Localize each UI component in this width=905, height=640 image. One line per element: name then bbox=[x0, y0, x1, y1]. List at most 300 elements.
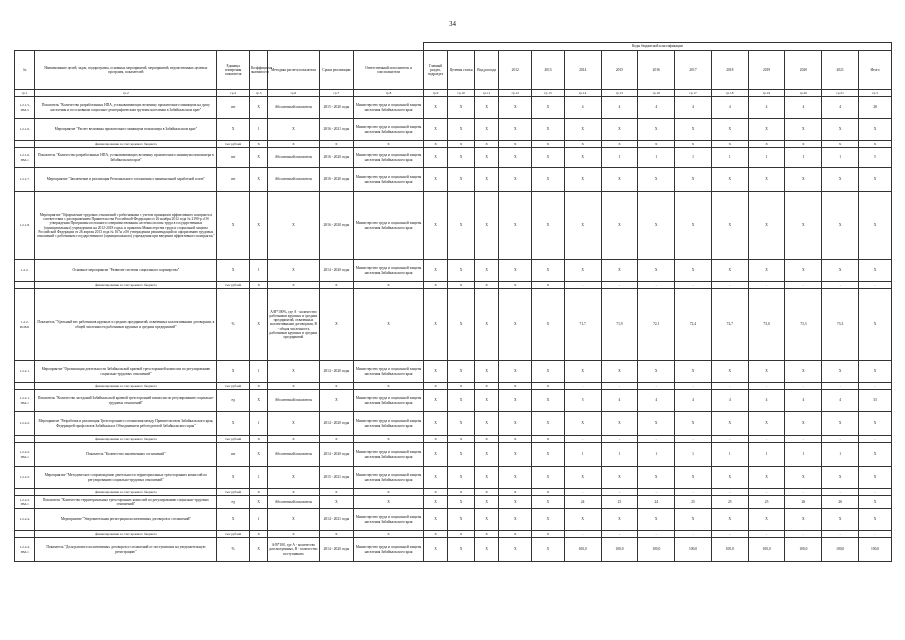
table-cell: Абсолютный показатель bbox=[268, 496, 319, 509]
table-cell: Абсолютный показатель bbox=[268, 97, 319, 119]
table-cell: Х bbox=[474, 383, 499, 390]
table-cell: Х bbox=[499, 538, 532, 562]
table-cell: Х bbox=[354, 496, 424, 509]
table-cell: Х bbox=[448, 148, 475, 168]
table-cell: Х bbox=[268, 141, 319, 148]
row-title: Мероприятие "Уведомительная регистрация коллективных договоров и соглашений" bbox=[35, 509, 217, 531]
table-cell: - bbox=[675, 489, 712, 496]
table-cell: 1 bbox=[564, 443, 601, 467]
table-cell: Х bbox=[564, 412, 601, 436]
table-cell: Х bbox=[675, 260, 712, 282]
table-cell: 25 bbox=[748, 496, 785, 509]
table-cell: Х bbox=[564, 168, 601, 192]
table-cell: Х bbox=[423, 467, 448, 489]
table-cell: Х bbox=[268, 282, 319, 289]
table-cell: 2014 - 2020 годы bbox=[319, 361, 354, 383]
program-indicators-table bbox=[14, 42, 892, 562]
table-cell: Х bbox=[601, 260, 638, 282]
table-cell: Х bbox=[748, 119, 785, 141]
column-header: 2017 bbox=[675, 51, 712, 90]
table-cell: Х bbox=[859, 443, 892, 467]
table-cell: Х bbox=[250, 390, 268, 412]
table-cell: Х bbox=[474, 436, 499, 443]
row-number: 1.2.2.2. bbox=[15, 412, 35, 436]
table-cell: - bbox=[564, 531, 601, 538]
table-cell: Х bbox=[499, 192, 532, 260]
table-cell: - bbox=[785, 489, 822, 496]
column-number: гр.2 bbox=[35, 90, 217, 97]
column-header: Сроки реализации bbox=[319, 51, 354, 90]
table-cell: 71,9 bbox=[601, 289, 638, 361]
table-cell: Х bbox=[268, 361, 319, 383]
table-cell: Х bbox=[448, 282, 475, 289]
table-cell: Х bbox=[250, 538, 268, 562]
table-cell: Х bbox=[711, 509, 748, 531]
row-number bbox=[15, 282, 35, 289]
table-cell: 72,7 bbox=[711, 289, 748, 361]
table-cell: - bbox=[601, 436, 638, 443]
table-cell: Х bbox=[474, 412, 499, 436]
table-cell: Х bbox=[474, 361, 499, 383]
table-cell: Х bbox=[532, 538, 565, 562]
column-number: гр.12 bbox=[499, 90, 532, 97]
table-cell: Х bbox=[217, 361, 250, 383]
table-cell: Министерство труда и социальной защиты населения Забайкальского края bbox=[354, 148, 424, 168]
table-cell: Х bbox=[499, 531, 532, 538]
table-cell: 73,0 bbox=[748, 289, 785, 361]
table-cell: - bbox=[564, 436, 601, 443]
table-cell: 1 bbox=[822, 148, 859, 168]
table-cell: Министерство труда и социальной защиты населения Забайкальского края bbox=[354, 260, 424, 282]
table-cell: Х bbox=[499, 496, 532, 509]
table-cell: Х bbox=[499, 489, 532, 496]
column-header: 2014 bbox=[564, 51, 601, 90]
column-number: гр.1 bbox=[15, 90, 35, 97]
table-cell: Х bbox=[250, 489, 268, 496]
table-cell: 1 bbox=[711, 148, 748, 168]
table-cell: Х bbox=[499, 436, 532, 443]
table-cell: Х bbox=[822, 168, 859, 192]
table-body bbox=[15, 90, 892, 562]
table-cell: 4 bbox=[675, 97, 712, 119]
table-cell: - bbox=[564, 489, 601, 496]
table-row bbox=[15, 119, 892, 141]
table-cell: Х bbox=[675, 141, 712, 148]
table-cell: Х bbox=[711, 467, 748, 489]
table-cell: Абсолютный показатель bbox=[268, 148, 319, 168]
table-cell: Х bbox=[748, 141, 785, 148]
table-cell: Х bbox=[499, 141, 532, 148]
column-number: гр.3 bbox=[859, 90, 892, 97]
table-cell: Х bbox=[499, 509, 532, 531]
column-header: Вид расхода bbox=[474, 51, 499, 90]
table-cell: Х bbox=[748, 192, 785, 260]
table-cell: Х bbox=[423, 496, 448, 509]
table-cell: - bbox=[564, 282, 601, 289]
table-cell: Х bbox=[532, 289, 565, 361]
table-cell: Х bbox=[448, 289, 475, 361]
row-title: Показатель "Удельный вес работников крупных и средних предприятий, охваченных коллективными договорами, в общей численности работников крупных и средних предприятий" bbox=[35, 289, 217, 361]
table-cell: Х bbox=[474, 282, 499, 289]
row-title: Мероприятие "Организация деятельности Забайкальской краевой трехсторонней комиссии по регулированию социально-трудовых отношений" bbox=[35, 361, 217, 383]
table-cell: Х bbox=[785, 192, 822, 260]
table-cell: Х bbox=[250, 531, 268, 538]
row-number: 1.2.2.1. ПМ-1 bbox=[15, 390, 35, 412]
table-cell: Х bbox=[785, 412, 822, 436]
table-cell: 2014 - 2021 годы bbox=[319, 509, 354, 531]
column-header: 2019 bbox=[748, 51, 785, 90]
table-cell: Х bbox=[564, 361, 601, 383]
table-cell: шт bbox=[217, 97, 250, 119]
table-cell: 4 bbox=[785, 97, 822, 119]
table-cell: Х bbox=[448, 531, 475, 538]
table-cell: Х bbox=[448, 538, 475, 562]
table-cell: ед bbox=[217, 390, 250, 412]
financing-row bbox=[15, 489, 892, 496]
table-row bbox=[15, 260, 892, 282]
column-number: гр.21 bbox=[822, 90, 859, 97]
table-cell: - bbox=[785, 531, 822, 538]
table-cell: Х bbox=[532, 531, 565, 538]
table-row bbox=[15, 509, 892, 531]
table-cell: - bbox=[711, 383, 748, 390]
table-cell: Х bbox=[499, 148, 532, 168]
table-cell: Министерство труда и социальной защиты населения Забайкальского края bbox=[354, 192, 424, 260]
table-cell: Х bbox=[822, 141, 859, 148]
table-cell: 1 bbox=[638, 443, 675, 467]
table-cell: Х bbox=[532, 443, 565, 467]
row-title: финансирование за счет краевого бюджета bbox=[35, 436, 217, 443]
row-title: Показатель "Доля разового коллективных договоров и соглашений от поступивших на уведомительную регистрацию" bbox=[35, 538, 217, 562]
table-cell: Х bbox=[532, 489, 565, 496]
table-cell: Х bbox=[564, 119, 601, 141]
table-cell: Х bbox=[268, 436, 319, 443]
table-cell: Х bbox=[601, 467, 638, 489]
table-cell: Х bbox=[675, 509, 712, 531]
table-cell: Х bbox=[217, 412, 250, 436]
table-cell: Х bbox=[268, 412, 319, 436]
table-cell: 2015 - 2020 годы bbox=[319, 97, 354, 119]
table-row bbox=[15, 148, 892, 168]
table-cell: Х bbox=[499, 361, 532, 383]
column-header: 2018 bbox=[711, 51, 748, 90]
table-cell: Х bbox=[822, 361, 859, 383]
table-cell: Х bbox=[319, 390, 354, 412]
table-cell: - bbox=[785, 436, 822, 443]
table-cell: 1 bbox=[250, 119, 268, 141]
row-number: 1.2.2.4. bbox=[15, 509, 35, 531]
table-cell: Х bbox=[354, 141, 424, 148]
table-row bbox=[15, 390, 892, 412]
table-cell: Х bbox=[423, 168, 448, 192]
table-cell: Х bbox=[250, 168, 268, 192]
table-cell: Х bbox=[499, 383, 532, 390]
table-cell: Абсолютный показатель bbox=[268, 390, 319, 412]
row-number bbox=[15, 531, 35, 538]
table-cell: Х bbox=[250, 383, 268, 390]
table-cell: 2016 - 2020 годы bbox=[319, 192, 354, 260]
table-cell: Х bbox=[499, 467, 532, 489]
table-cell: Х bbox=[250, 192, 268, 260]
table-cell: 33 bbox=[859, 390, 892, 412]
table-cell: Х bbox=[319, 289, 354, 361]
table-cell: Х bbox=[601, 509, 638, 531]
table-cell: Х bbox=[564, 148, 601, 168]
column-number: гр.5 bbox=[250, 90, 268, 97]
row-title: Мероприятие "Методическое сопровождение деятельности территориальных трехсторонних комиссий по регулированию социально-трудовых отношений" bbox=[35, 467, 217, 489]
column-number: гр.7 bbox=[319, 90, 354, 97]
table-cell: Х bbox=[250, 496, 268, 509]
table-cell: Х bbox=[532, 383, 565, 390]
table-cell: Х bbox=[601, 412, 638, 436]
table-cell: Х bbox=[785, 467, 822, 489]
table-cell: Министерство труда и социальной защиты населения Забайкальского края bbox=[354, 538, 424, 562]
table-cell: Х bbox=[448, 361, 475, 383]
row-title: финансирование за счет краевого бюджета bbox=[35, 282, 217, 289]
page-number: 34 bbox=[449, 20, 456, 28]
table-cell: Х bbox=[423, 390, 448, 412]
table-cell: Х bbox=[532, 412, 565, 436]
table-cell: Министерство труда и социальной защиты населения Забайкальского края bbox=[354, 390, 424, 412]
financing-row bbox=[15, 436, 892, 443]
table-cell: 4 bbox=[822, 390, 859, 412]
table-cell: Х bbox=[859, 119, 892, 141]
table-cell: Х bbox=[532, 282, 565, 289]
table-cell: Министерство труда и социальной защиты населения Забайкальского края bbox=[354, 412, 424, 436]
table-cell: 28 bbox=[859, 97, 892, 119]
row-number: 1.2.1.5. ПМ-5 bbox=[15, 97, 35, 119]
table-cell: - bbox=[859, 489, 892, 496]
table-cell: 24 bbox=[564, 496, 601, 509]
table-cell: Х bbox=[499, 97, 532, 119]
table-cell: Х bbox=[423, 443, 448, 467]
row-title: Показатель "Количество заседаний Забайкальской краевой трехсторонней комиссии по регулированию социально-трудовых отношений" bbox=[35, 390, 217, 412]
table-cell: Х bbox=[448, 168, 475, 192]
table-cell: Х bbox=[423, 361, 448, 383]
table-cell: Х bbox=[474, 538, 499, 562]
row-number: 1.2.1.7. bbox=[15, 168, 35, 192]
table-cell: Х bbox=[423, 282, 448, 289]
table-cell: Х bbox=[711, 260, 748, 282]
table-cell: 1 bbox=[675, 443, 712, 467]
table-cell: - bbox=[711, 489, 748, 496]
table-cell: 4 bbox=[601, 390, 638, 412]
table-cell: Х bbox=[601, 168, 638, 192]
table-cell: Х bbox=[785, 141, 822, 148]
table-cell: - bbox=[601, 489, 638, 496]
row-number: 1.2.1.6. ПМ-1 bbox=[15, 148, 35, 168]
table-cell: Х bbox=[423, 489, 448, 496]
table-cell: Х bbox=[499, 443, 532, 467]
table-cell: Х bbox=[217, 192, 250, 260]
table-cell: 1 bbox=[601, 443, 638, 467]
row-number: 1.2.2. ПОМ1 bbox=[15, 289, 35, 361]
table-cell: - bbox=[822, 383, 859, 390]
table-cell: Х bbox=[319, 489, 354, 496]
row-title: финансирование за счет краевого бюджета bbox=[35, 489, 217, 496]
table-cell: 25 bbox=[675, 496, 712, 509]
table-cell: Х bbox=[319, 383, 354, 390]
table-cell: Х bbox=[822, 509, 859, 531]
table-cell: % bbox=[217, 538, 250, 562]
table-cell: тыс рублей bbox=[217, 531, 250, 538]
row-number: 1.2.2.1. bbox=[15, 361, 35, 383]
table-cell: Х bbox=[711, 412, 748, 436]
table-cell: - bbox=[748, 282, 785, 289]
table-cell: - bbox=[711, 531, 748, 538]
header-group-row bbox=[15, 43, 892, 51]
financing-row bbox=[15, 531, 892, 538]
financing-row bbox=[15, 141, 892, 148]
column-number: гр.10 bbox=[448, 90, 475, 97]
table-cell: Х bbox=[423, 412, 448, 436]
financing-row bbox=[15, 282, 892, 289]
table-cell: 100,0 bbox=[822, 538, 859, 562]
table-cell: Х bbox=[711, 361, 748, 383]
table-cell: Х bbox=[250, 97, 268, 119]
table-cell: Х bbox=[859, 192, 892, 260]
table-cell: Х bbox=[675, 119, 712, 141]
column-header: 2016 bbox=[638, 51, 675, 90]
table-cell: Х bbox=[448, 489, 475, 496]
table-row bbox=[15, 97, 892, 119]
table-cell: 72,1 bbox=[638, 289, 675, 361]
table-cell: Х bbox=[268, 383, 319, 390]
table-cell: Х bbox=[638, 361, 675, 383]
row-number bbox=[15, 141, 35, 148]
column-number: гр.16 bbox=[638, 90, 675, 97]
column-number: гр.9 bbox=[423, 90, 448, 97]
table-cell: Х bbox=[448, 467, 475, 489]
column-number: гр.13 bbox=[532, 90, 565, 97]
table-cell: Х bbox=[474, 97, 499, 119]
table-cell: Х bbox=[564, 192, 601, 260]
table-cell: 4 bbox=[711, 390, 748, 412]
table-row bbox=[15, 412, 892, 436]
table-cell: Х bbox=[250, 148, 268, 168]
table-cell: Х bbox=[859, 412, 892, 436]
table-cell: Х bbox=[532, 467, 565, 489]
table-cell: 100,0 bbox=[675, 538, 712, 562]
table-row bbox=[15, 361, 892, 383]
table-cell: Х bbox=[319, 531, 354, 538]
table-cell: 4 bbox=[564, 97, 601, 119]
table-cell: Абсолютный показатель bbox=[268, 443, 319, 467]
table-cell: Х bbox=[748, 467, 785, 489]
row-number bbox=[15, 489, 35, 496]
table-cell: Х bbox=[354, 436, 424, 443]
column-number: гр.17 bbox=[675, 90, 712, 97]
table-cell: Х bbox=[532, 260, 565, 282]
row-title: Показатель "Количество территориальных трехсторонних комиссий по регулированию социально-трудовых отношений" bbox=[35, 496, 217, 509]
row-number: 1.2.2.3. ПМ-1 bbox=[15, 496, 35, 509]
table-cell: 2016 - 2021 годы bbox=[319, 119, 354, 141]
table-cell: - bbox=[638, 531, 675, 538]
table-cell: Х bbox=[423, 192, 448, 260]
table-cell: Х bbox=[423, 383, 448, 390]
table-cell: Министерство труда и социальной защиты населения Забайкальского края bbox=[354, 443, 424, 467]
table-cell: - bbox=[859, 436, 892, 443]
table-cell: 26 bbox=[822, 496, 859, 509]
column-header: Главный раздел, подраздел bbox=[423, 51, 448, 90]
table-cell: Х bbox=[859, 361, 892, 383]
table-cell: ед bbox=[217, 496, 250, 509]
column-header: Коэффициент значимости bbox=[250, 51, 268, 90]
budget-codes-header: Коды бюджетной классификации bbox=[423, 43, 891, 51]
table-cell: Х bbox=[601, 141, 638, 148]
table-cell: 1 bbox=[785, 148, 822, 168]
table-cell: Х bbox=[675, 168, 712, 192]
table-cell: Х bbox=[532, 97, 565, 119]
table-cell: - bbox=[748, 436, 785, 443]
row-number bbox=[15, 436, 35, 443]
table-cell: - bbox=[785, 383, 822, 390]
table-cell: Х bbox=[748, 361, 785, 383]
table-cell: - bbox=[601, 282, 638, 289]
table-cell: Х bbox=[474, 467, 499, 489]
table-cell: Х bbox=[859, 168, 892, 192]
column-number: гр.14 bbox=[564, 90, 601, 97]
row-title: финансирование за счет краевого бюджета bbox=[35, 141, 217, 148]
table-cell: Х bbox=[532, 141, 565, 148]
table-cell: Х bbox=[785, 119, 822, 141]
table-cell: Х bbox=[499, 119, 532, 141]
column-number: гр.11 bbox=[474, 90, 499, 97]
table-cell: Х bbox=[859, 467, 892, 489]
table-cell: Х bbox=[448, 412, 475, 436]
table-cell: Х bbox=[748, 260, 785, 282]
row-title: финансирование за счет краевого бюджета bbox=[35, 531, 217, 538]
table-cell: 25 bbox=[601, 496, 638, 509]
table-cell: Х bbox=[859, 496, 892, 509]
table-cell: - bbox=[822, 282, 859, 289]
table-cell: Х bbox=[268, 509, 319, 531]
table-cell: Министерство труда и социальной защиты населения Забайкальского края bbox=[354, 361, 424, 383]
table-cell: Х bbox=[354, 489, 424, 496]
table-cell: Х bbox=[748, 509, 785, 531]
table-cell: - bbox=[675, 531, 712, 538]
table-row bbox=[15, 443, 892, 467]
table-cell: Х bbox=[638, 119, 675, 141]
table-cell: тыс рублей bbox=[217, 436, 250, 443]
table-cell: Министерство труда и социальной защиты населения Забайкальского края bbox=[354, 97, 424, 119]
table-cell: 1 bbox=[250, 412, 268, 436]
table-cell: Х bbox=[423, 141, 448, 148]
table-cell: 4 bbox=[785, 390, 822, 412]
table-cell: Х bbox=[675, 467, 712, 489]
table-cell: - bbox=[748, 531, 785, 538]
table-cell: 1 bbox=[250, 260, 268, 282]
table-row bbox=[15, 168, 892, 192]
column-header: Итого bbox=[859, 51, 892, 90]
table-cell: 4 bbox=[711, 97, 748, 119]
column-number: гр.6 bbox=[268, 90, 319, 97]
table-cell: - bbox=[822, 531, 859, 538]
table-cell: 100,0 bbox=[564, 538, 601, 562]
table-cell: Х bbox=[859, 260, 892, 282]
table-cell: Х bbox=[474, 141, 499, 148]
table-cell: Х bbox=[638, 168, 675, 192]
table-cell: 2014 - 2020 годы bbox=[319, 443, 354, 467]
table-cell: Х bbox=[499, 412, 532, 436]
table-row bbox=[15, 467, 892, 489]
table-cell: Абсолютный показатель bbox=[268, 168, 319, 192]
table-cell: 1 bbox=[822, 443, 859, 467]
table-cell: - bbox=[564, 383, 601, 390]
table-cell: 4 bbox=[748, 390, 785, 412]
table-cell: 1 bbox=[250, 361, 268, 383]
table-cell: 25 bbox=[711, 496, 748, 509]
